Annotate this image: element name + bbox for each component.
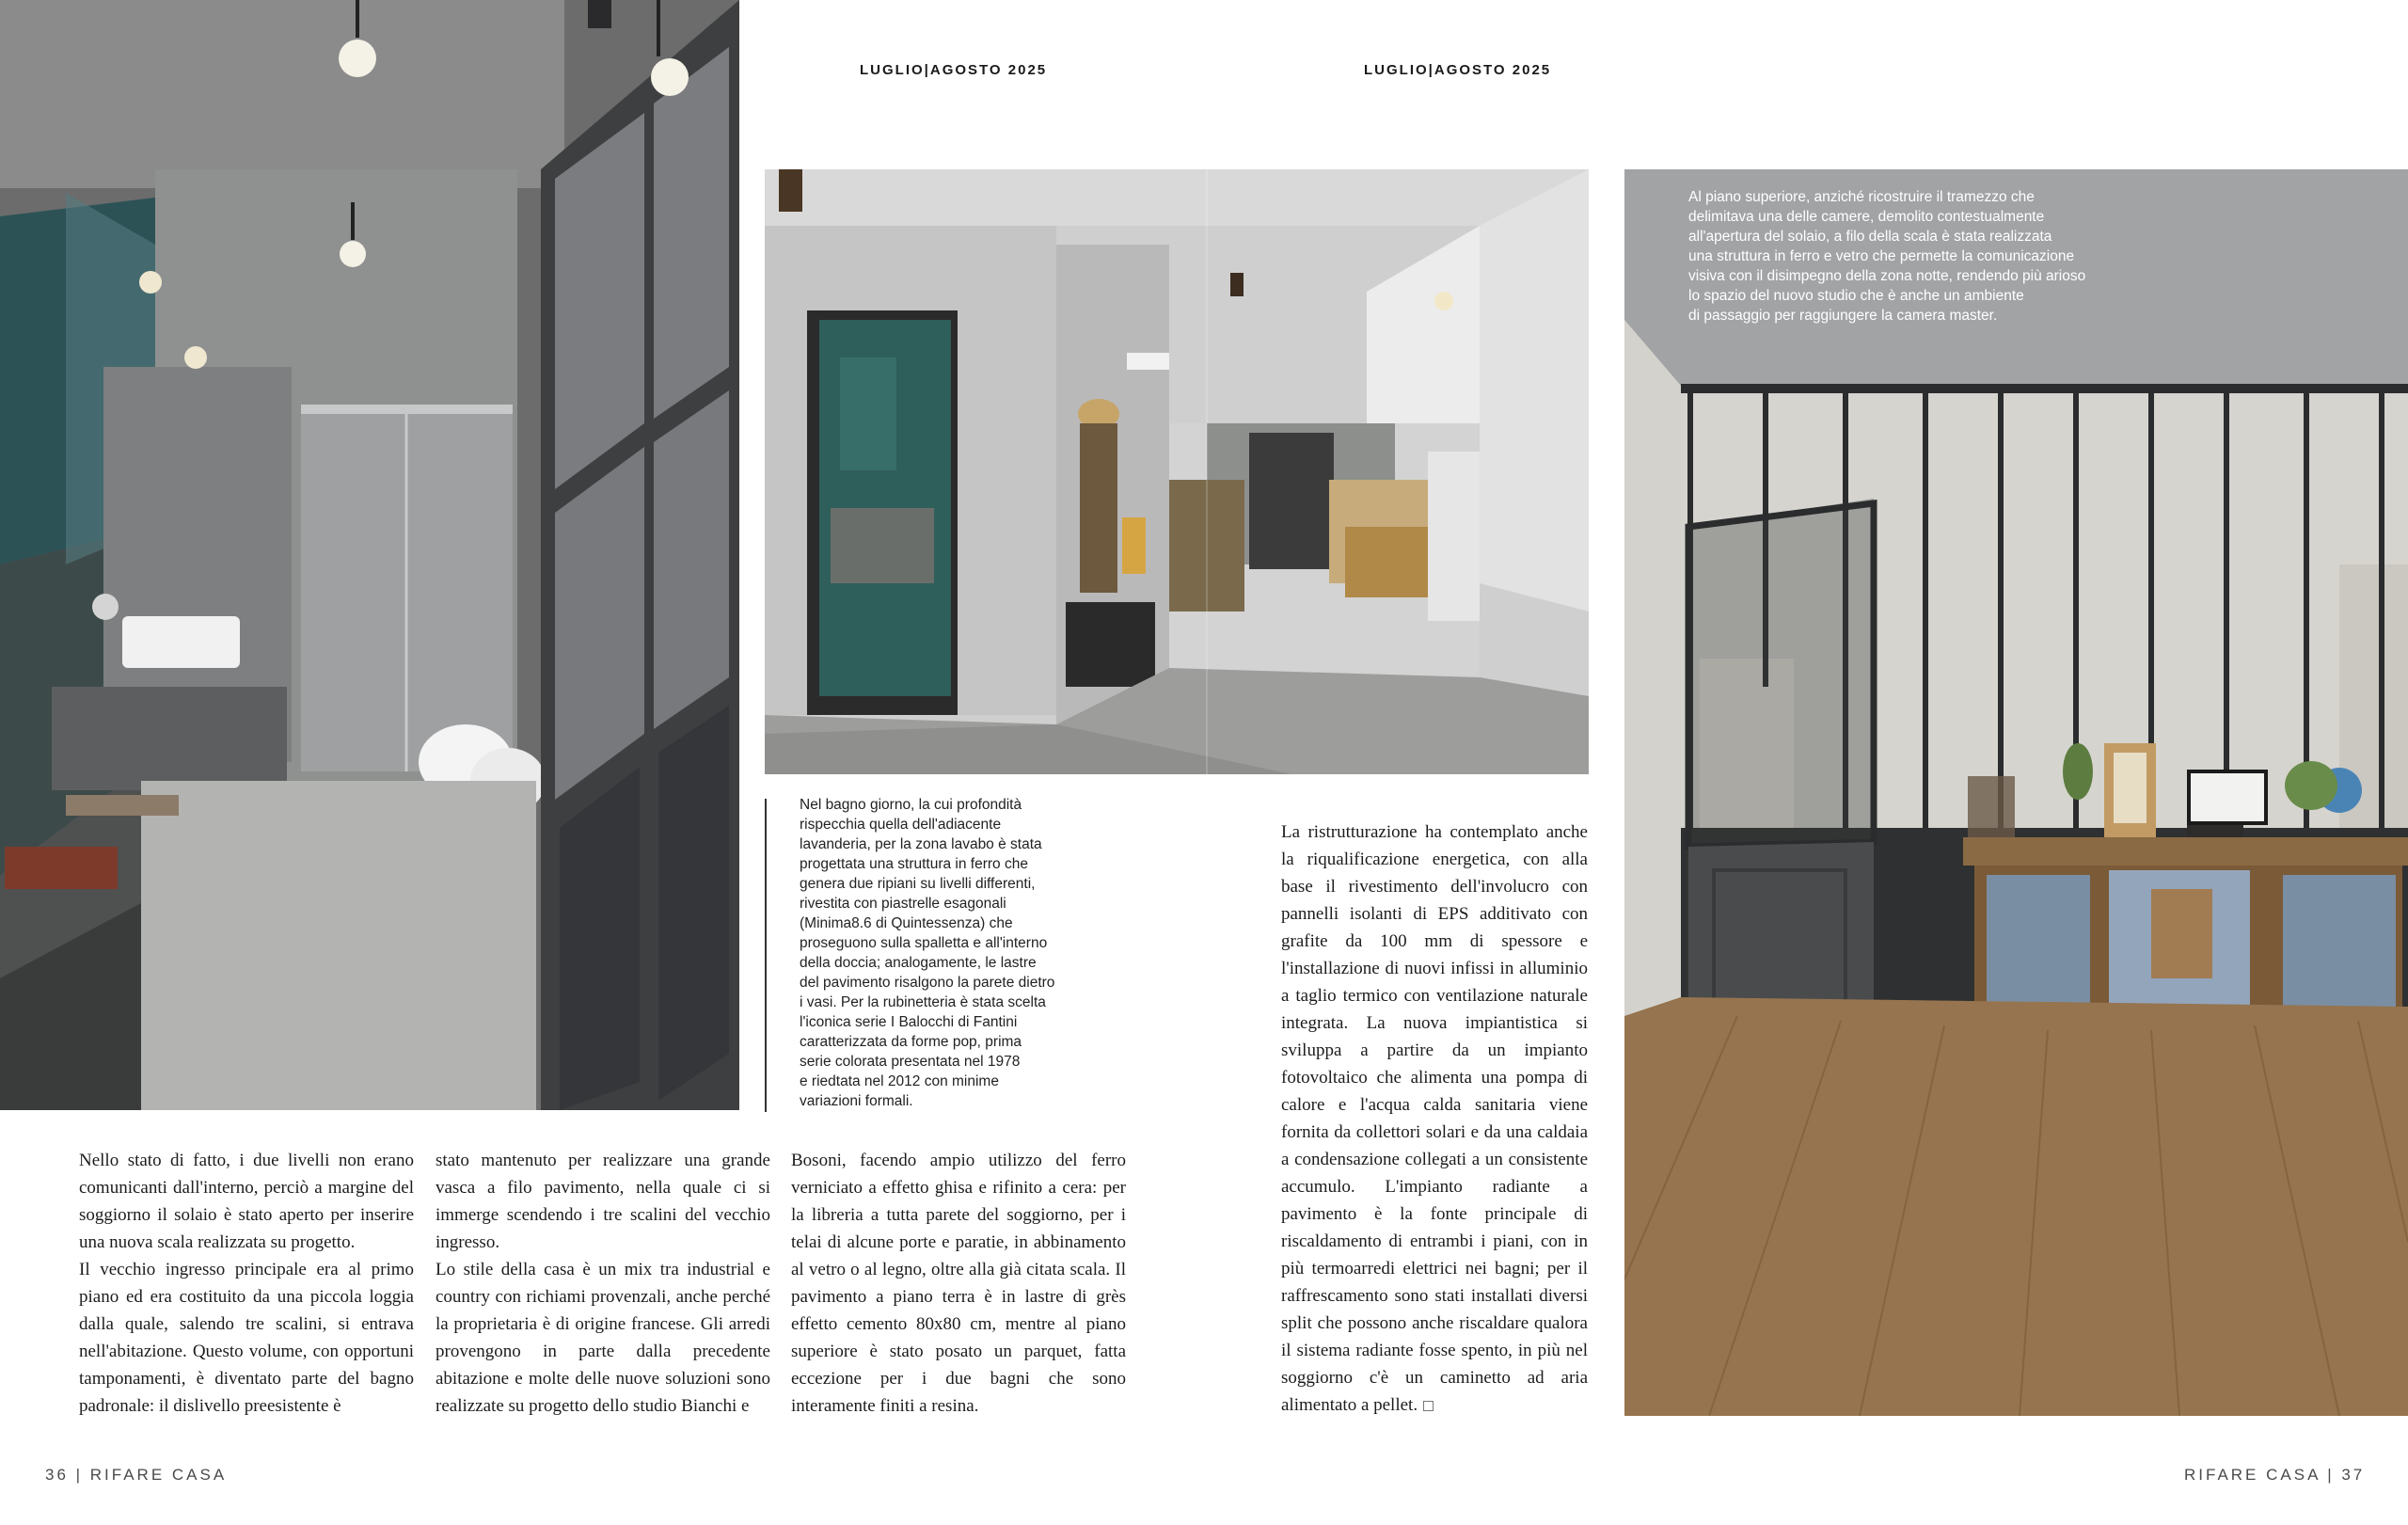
body-paragraph-text: La ristrutturazione ha contemplato anche la riqualificazione energetica, con alla base il rivestimento dell'involucro con pannelli isolanti di EPS additivato con grafite da 100 mm di spessore e l'installazione di nuovi infissi in alluminio a taglio termico con ventilazione naturale integrata. La nuova impiantistica si sviluppa a partire da un impianto fotovoltaico che alimenta una pompa di calore e l'acqua calda sanitaria viene fornita da collettori solari e da una caldaia a condensazione collegati a un consistente accumulo. L'impianto radiante a pavimento è la fonte principale di riscaldamento di entrambi i piani, con in più termoarredi elettrici nei bagni; per il raffrescamento sono stati installati diversi split che possono anche riscaldare qualora il sistema radiante fosse spento, in più nel soggiorno c'è un caminetto ad aria alimentato a pellet. xyxy=(1281,822,1588,1415)
body-column-3 xyxy=(791,1147,1126,1420)
body-paragraph xyxy=(1281,818,1588,1419)
end-mark-icon xyxy=(1423,1401,1434,1411)
hallway-photo xyxy=(765,169,1589,774)
body-column-1 xyxy=(79,1147,414,1420)
left-issue-date: LUGLIO|AGOSTO 2025 xyxy=(860,62,1048,78)
caption-rule xyxy=(765,799,767,1112)
studio-caption: Al piano superiore, anziché ricostruire il tramezzo che delimitava una delle camere, demolito contestualmente all'apertura del solaio, a filo della scala è stata realizzata una struttura in ferro e vetro che permette la comunicazione visiva con il disimpegno della zona notte, rendendo più arioso lo spazio del nuovo studio che è anche un ambiente di passaggio per raggiungere la camera master. xyxy=(1688,189,2086,324)
right-folio: RIFARE CASA | 37 xyxy=(2184,1466,2366,1484)
left-folio: 36 | RIFARE CASA xyxy=(45,1466,228,1484)
body-paragraph: Nello stato di fatto, i due livelli non erano comunicanti dall'interno, perciò a margine del soggiorno il solaio è stato aperto per inserire una nuova scala realizzata su progetto. xyxy=(79,1151,414,1252)
bathroom-photo xyxy=(0,0,739,1110)
body-paragraph: Bosoni, facendo ampio utilizzo del ferro verniciato a effetto ghisa e rifinito a cera: per la libreria a tutta parete del soggiorno, per i telai di alcune porte e paratie, in abbinamento al vetro o al legno, oltre alla già citata scala. Il pavimento a piano terra è in lastre di grès effetto cemento 80x80 cm, mentre al piano superiore è stato posato un parquet, fatta eccezione per i due bagni che sono interamente finiti a resina. xyxy=(791,1151,1126,1416)
body-column-2 xyxy=(436,1147,770,1420)
body-paragraph: Lo stile della casa è un mix tra industrial e country con richiami provenzali, anche perché la proprietaria è di origine francese. Gli arredi provengono in parte dalla precedente abitazione e molte delle nuove soluzioni sono realizzate su progetto dello studio Bianchi e xyxy=(436,1260,770,1416)
body-column-4 xyxy=(1281,818,1588,1419)
right-issue-date: LUGLIO|AGOSTO 2025 xyxy=(1364,62,1552,78)
body-paragraph: Il vecchio ingresso principale era al primo piano ed era costituito da una piccola loggia dalla quale, salendo tre scalini, si entrava nell'abitazione. Questo volume, con opportuni tamponamenti, è diventato parte del bagno padronale: il dislivello preesistente è xyxy=(79,1260,414,1416)
body-paragraph: stato mantenuto per realizzare una grande vasca a filo pavimento, nella quale ci si immerge scendendo i tre scalini del vecchio ingresso. xyxy=(436,1151,770,1252)
bathroom-caption: Nel bagno giorno, la cui profondità rispecchia quella dell'adiacente lavanderia, per la zona lavabo è stata progettata una struttura in ferro che genera due ripiani su livelli differenti, rivestita con piastrelle esagonali (Minima8.6 di Quintessenza) che proseguono sulla spalletta e all'interno della doccia; analogamente, le lastre del pavimento risalgono la parete dietro i vasi. Per la rubinetteria è stata scelta l'iconica serie I Balocchi di Fantini caratterizzata da forme pop, prima serie colorata presentata nel 1978 e riedtata nel 2012 con minime variazioni formali. xyxy=(800,797,1055,1109)
studio-photo xyxy=(1624,169,2408,1416)
